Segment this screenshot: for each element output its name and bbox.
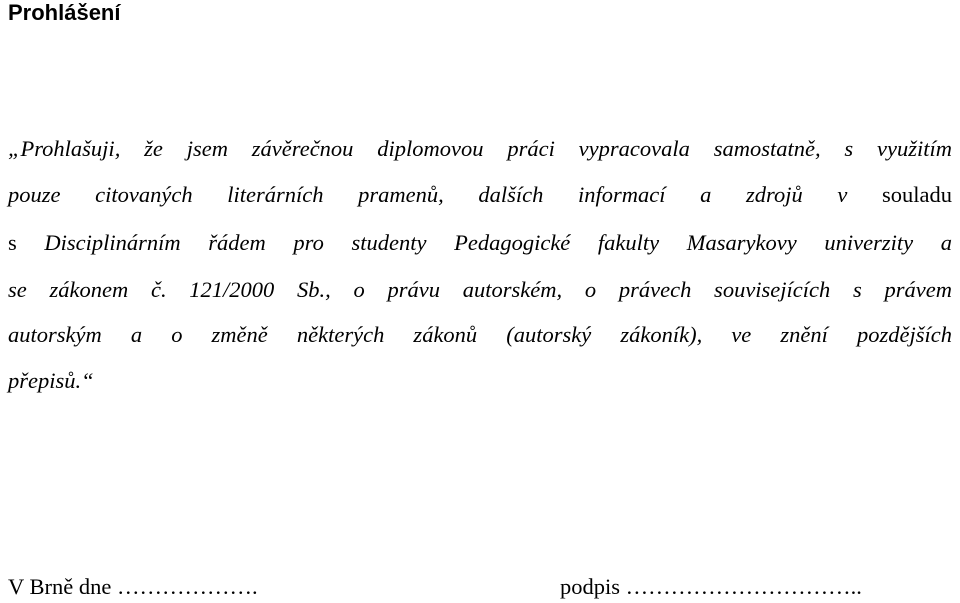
- declaration-line-1: „Prohlašuji, že jsem závěrečnou diplomovou práci vypracovala samostatně, s využitím: [8, 136, 952, 161]
- page-title: Prohlášení: [8, 0, 121, 25]
- declaration-line-2-text: pouze citovaných literárních pramenů, dalších informací a zdrojů v: [8, 182, 848, 207]
- declaration-line-3-text: Disciplinárním řádem pro studenty Pedagogické fakulty Masarykovy univerzity a: [44, 230, 952, 255]
- place-date-field: V Brně dne ……………….: [8, 574, 258, 599]
- declaration-line-3-head: s: [8, 230, 17, 255]
- declaration-line-2-tail: souladu: [882, 182, 952, 207]
- declaration-line-3: [8, 228, 952, 258]
- declaration-line-4: se zákonem č. 121/2000 Sb., o právu autorském, o právech souvisejících s právem: [8, 277, 952, 302]
- signature-field: podpis …………………………..: [560, 574, 862, 599]
- declaration-line-2: [8, 180, 952, 210]
- declaration-line-6: přepisů.“: [8, 368, 94, 393]
- declaration-line-5: autorským a o změně některých zákonů (autorský zákoník), ve znění pozdějších: [8, 322, 952, 347]
